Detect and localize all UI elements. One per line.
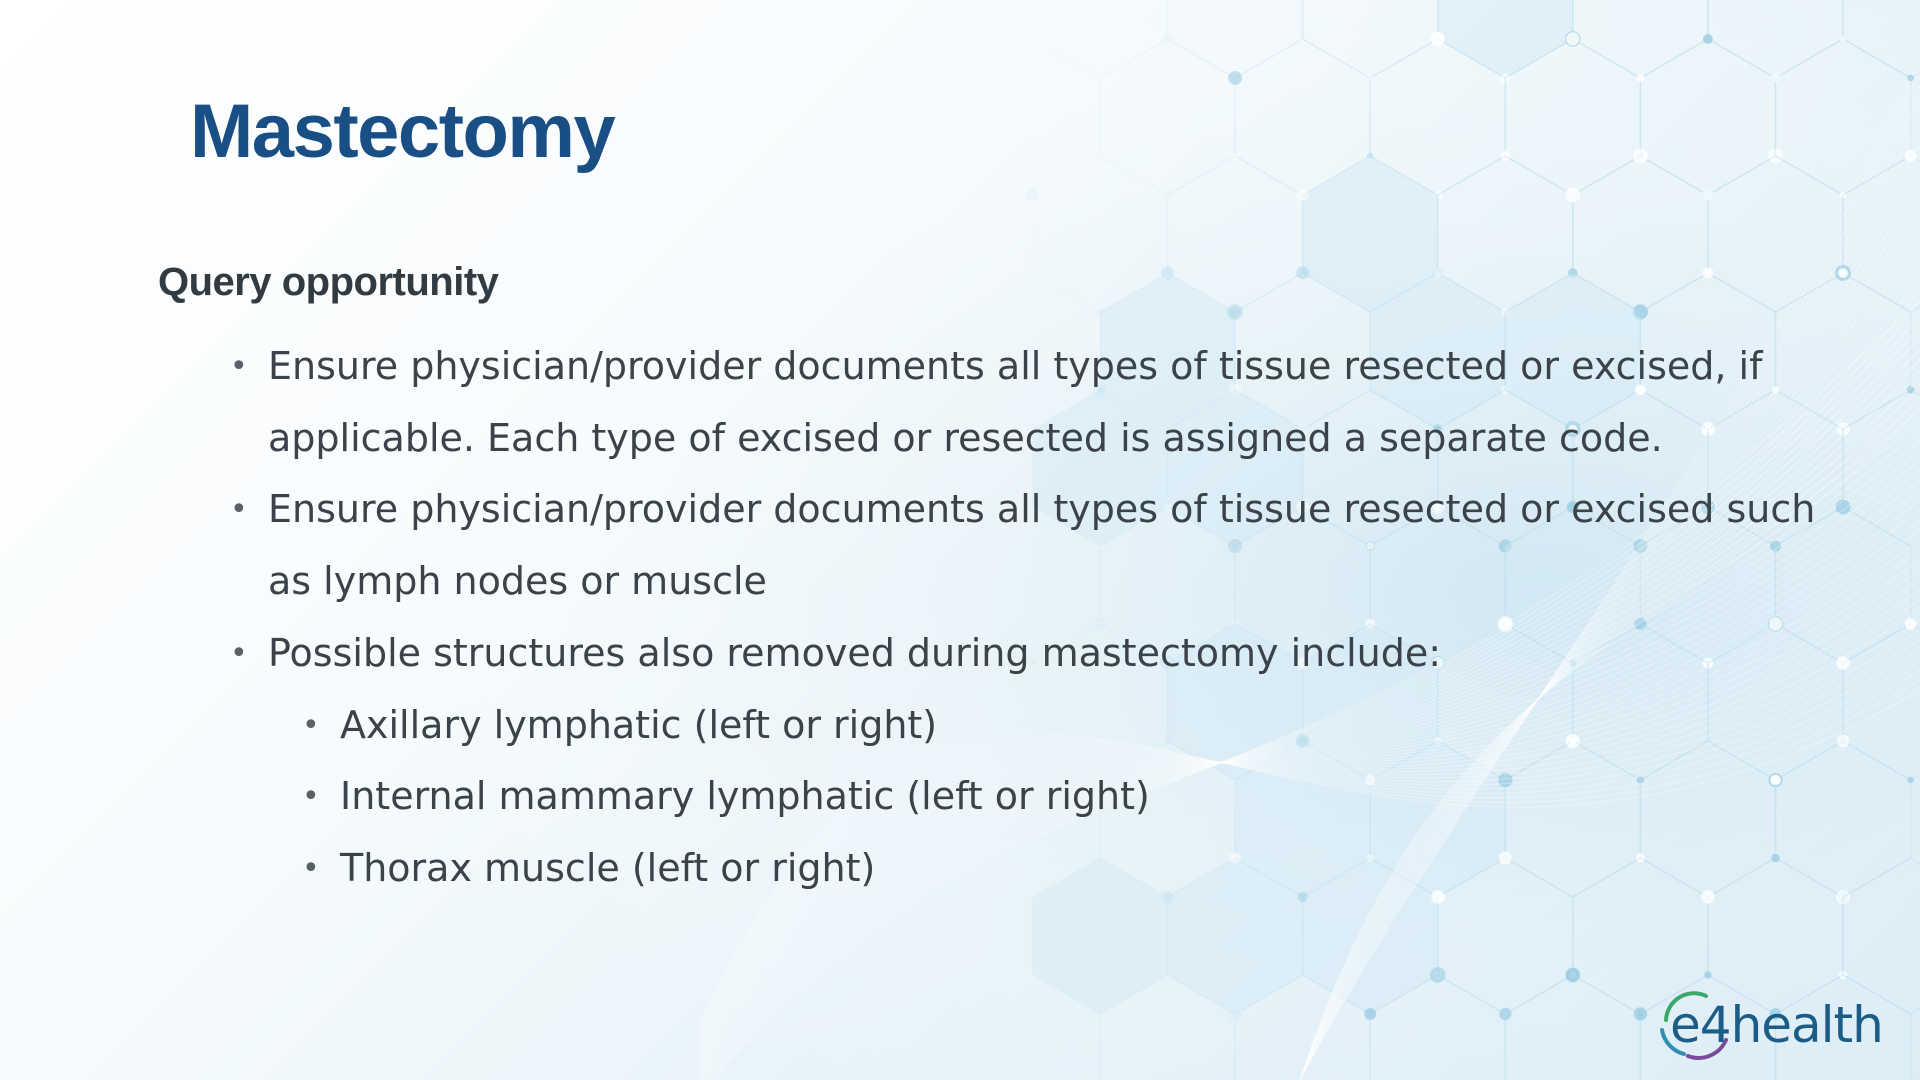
sub-list-item (0, 761, 1640, 833)
list-item-text: Possible structures also removed during mastectomy include: (268, 630, 1442, 675)
bullet-icon: • (230, 492, 248, 528)
section-subheading: Query opportunity (158, 260, 499, 304)
slide-title: Mastectomy (190, 89, 615, 174)
bullet-icon: • (230, 635, 248, 671)
e4health-logo (1654, 982, 1894, 1062)
list-item (0, 331, 1828, 474)
bullet-icon: • (302, 850, 320, 886)
sub-list-item-text: Axillary lymphatic (left or right) (340, 702, 938, 747)
sub-list-item (0, 833, 1640, 905)
logo-wordmark: e4health (1670, 996, 1883, 1054)
bullet-icon: • (302, 779, 320, 815)
list-item (0, 474, 1828, 617)
sub-list-item-text: Internal mammary lymphatic (left or right) (340, 774, 1150, 819)
bullet-icon: • (230, 349, 248, 384)
list-item-text: Ensure physician/provider documents all types of tissue resected or excised such as lymph nodes or muscle (268, 487, 1816, 604)
sub-list-item (0, 690, 1640, 762)
sub-list-item-text: Thorax muscle (left or right) (340, 845, 876, 890)
list-item-text: Ensure physician/provider documents all types of tissue resected or excised, if applicable. Each type of excised or resected is assigned a separate code. (268, 344, 1763, 460)
bullet-list (0, 331, 1920, 905)
list-item (0, 618, 1828, 690)
bullet-icon: • (302, 707, 320, 743)
